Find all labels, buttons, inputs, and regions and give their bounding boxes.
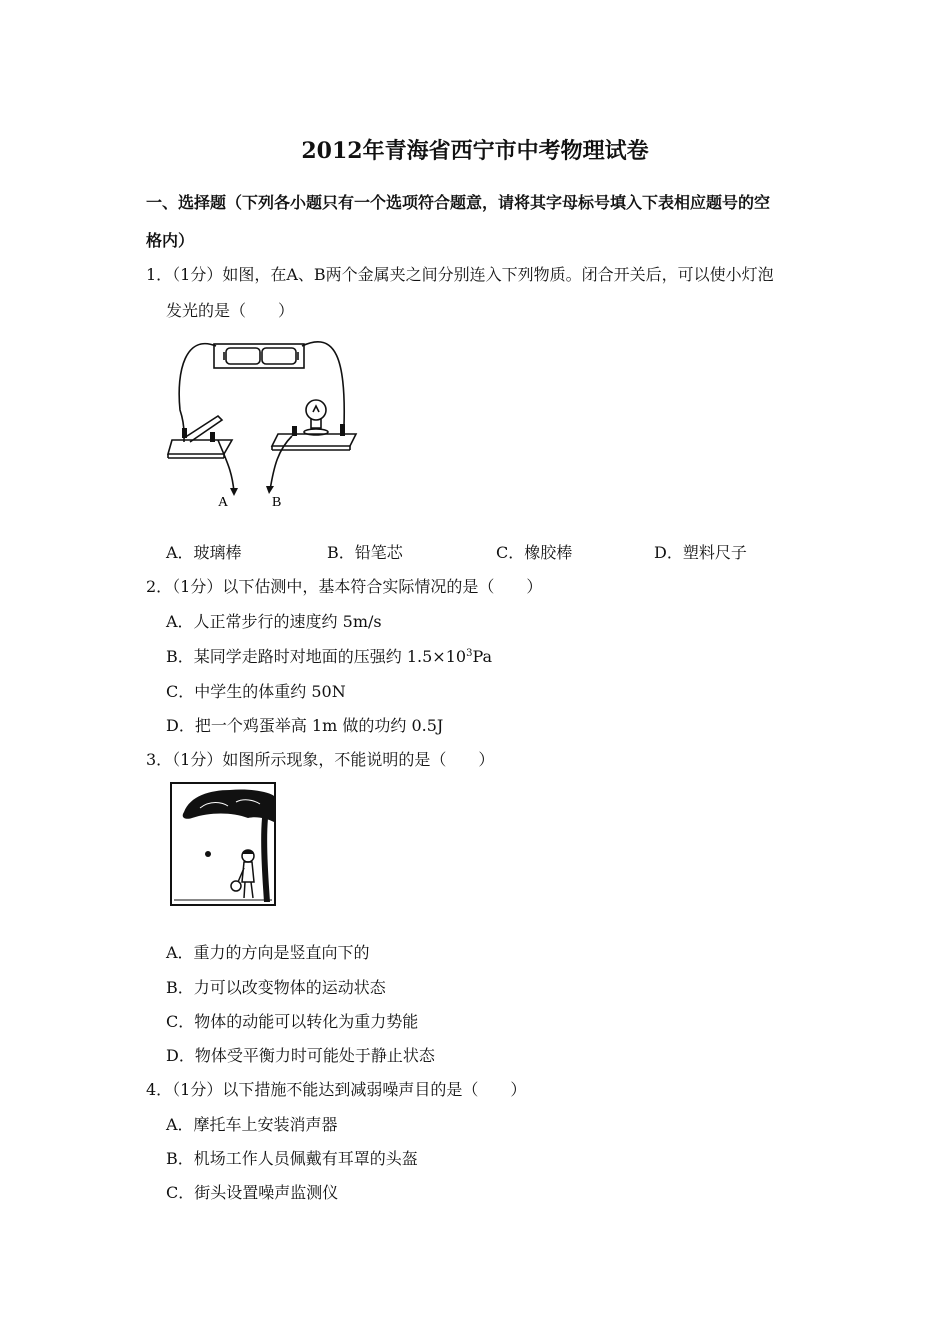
- battery-cell: [262, 348, 296, 364]
- question-3-option-b: B．力可以改变物体的运动状态: [166, 978, 386, 997]
- question-3-option-d: D．物体受平衡力时可能处于静止状态: [166, 1046, 435, 1065]
- question-1-option-d: D．塑料尺子: [654, 543, 747, 562]
- question-3-stem: 3．（1分）如图所示现象，不能说明的是（ ）: [146, 750, 495, 769]
- question-1-option-a: A．玻璃棒: [166, 543, 242, 562]
- question-1-stem-cont: 发光的是（ ）: [166, 301, 295, 320]
- question-1-option-b: B．铅笔芯: [327, 543, 403, 562]
- question-2-option-c: C．中学生的体重约 50N: [166, 682, 346, 701]
- question-4-option-c: C．街头设置噪声监测仪: [166, 1183, 339, 1202]
- section-heading-cont: 格内）: [146, 231, 195, 250]
- tree-figure: [170, 782, 276, 906]
- clip-b-label: B: [272, 495, 282, 510]
- page-title: 2012年青海省西宁市中考物理试卷: [301, 138, 649, 164]
- clip-a-label: A: [218, 495, 229, 510]
- question-4-stem: 4．（1分）以下措施不能达到减弱噪声目的是（ ）: [146, 1080, 527, 1099]
- question-2-option-d: D．把一个鸡蛋举高 1m 做的功约 0.5J: [166, 716, 444, 735]
- question-4-option-a: A．摩托车上安装消声器: [166, 1115, 338, 1134]
- question-1-stem: 1．（1分）如图，在A、B两个金属夹之间分别连入下列物质。闭合开关后，可以使小灯泡: [146, 265, 774, 284]
- circuit-figure: [166, 330, 366, 515]
- question-3-option-c: C．物体的动能可以转化为重力势能: [166, 1012, 419, 1031]
- section-heading: 一、选择题（下列各小题只有一个选项符合题意，请将其字母标号填入下表相应题号的空: [146, 193, 771, 212]
- question-2-option-a: A．人正常步行的速度约 5m/s: [166, 612, 382, 631]
- question-3-option-a: A．重力的方向是竖直向下的: [166, 943, 370, 962]
- battery-cell: [226, 348, 260, 364]
- question-4-option-b: B．机场工作人员佩戴有耳罩的头盔: [166, 1149, 418, 1168]
- question-2-option-b: B．某同学走路时对地面的压强约 $1.5\times 10^3Pa$: [166, 647, 493, 666]
- question-2-stem: 2．（1分）以下估测中，基本符合实际情况的是（ ）: [146, 577, 543, 596]
- question-1-option-c: C．橡胶棒: [496, 543, 573, 562]
